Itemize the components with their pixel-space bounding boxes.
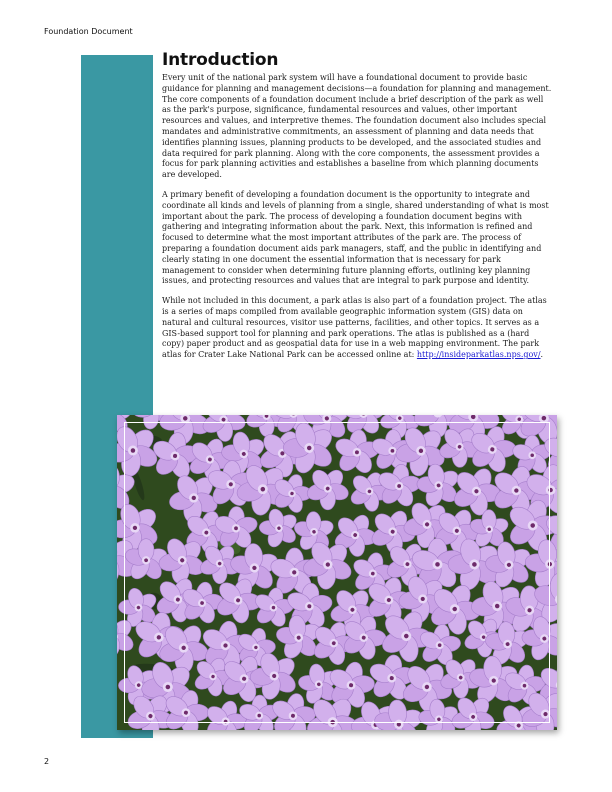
body-text — [162, 73, 552, 370]
page-number: 2 — [44, 757, 50, 766]
paragraph-1: Every unit of the national park system will have a foundational document to provide basic guidance for planning and management decisions—a foundation for planning and management. The core components of a foundation document include a brief description of the park as well as the park's purpose, significance, fundamental resources and values, other important resources and values, and interpretive themes. The foundation document also includes special mandates and administrative commitments, an assessment of planning and data needs that identifies planning issues, planning products to be developed, and the associated studies and data required for park planning. Along with the core components, the assessment provides a focus for park planning activities and establishes a baseline from which planning documents are developed. — [162, 73, 552, 180]
park-atlas-link[interactable]: http://insideparkatlas.nps.gov/ — [416, 350, 541, 360]
paragraph-3-end: . — [540, 350, 544, 360]
paragraph-3-text: While not included in this document, a park atlas is also part of a foundation project. The atlas is a series of maps compiled from available geographic information system (GIS) data on natural and cultural resources, visitor use patterns, facilities, and other topics. It serves as a GIS-based support tool for planning and park operations. The atlas is published as a (hard copy) paper product and as geospatial data for use in a web mapping environment. The park atlas for Crater Lake National Park can be accessed online at: — [162, 296, 547, 360]
phlox-flower-photo — [117, 415, 557, 730]
running-header: Foundation Document — [44, 27, 133, 36]
paragraph-2: A primary benefit of developing a foundation document is the opportunity to integrate and coordinate all kinds and levels of planning from a single, shared understanding of what is most important about the park. The process of developing a foundation document begins with gathering and integrating information about the park. Next, this information is refined and focused to determine what the most important attributes of the park are. The process of preparing a foundation document aids park managers, staff, and the public in identifying and clearly stating in one document the essential information that is necessary for park management to consider when determining future planning efforts, outlining key planning issues, and protecting resources and values that are integral to park purpose and identity. — [162, 189, 549, 286]
paragraph-3 — [162, 296, 552, 361]
section-title: Introduction — [162, 50, 279, 70]
flower-illustration — [117, 415, 557, 730]
